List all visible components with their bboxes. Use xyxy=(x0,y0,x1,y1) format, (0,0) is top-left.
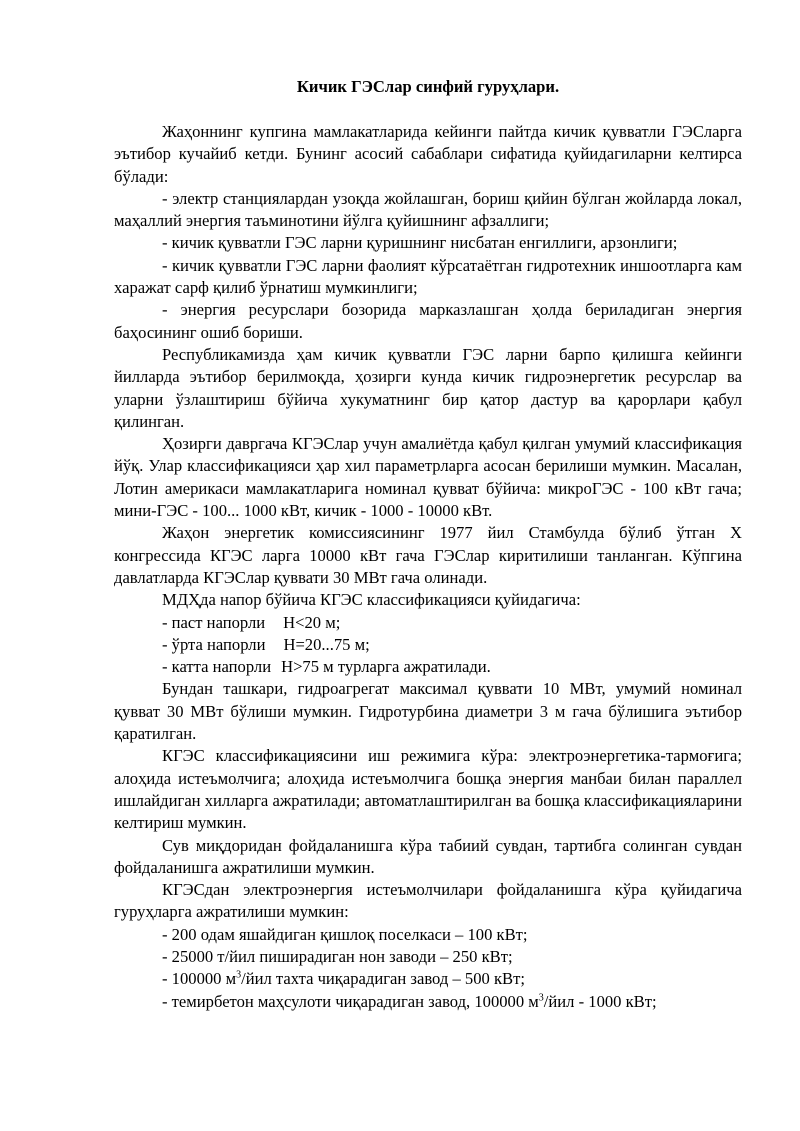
paragraph-reason-4: - энергия ресурслари бозорида марказлашган ҳолда бериладиган энергия баҳосининг ошиб бориши. xyxy=(114,300,742,342)
list-item-text: /йил - 1000 кВт; xyxy=(543,991,657,1011)
list-item-value: Н=20...75 м; xyxy=(283,634,370,654)
paragraph-world-commission: Жаҳон энергетик комиссиясининг 1977 йил Стамбулда бўлиб ўтган Х конгрессида КГЭС ларга 10000 кВт гача ГЭСлар киритилиши танланган. Кўпгина давлатларда КГЭСлар қуввати 30 МВт гача олинади. xyxy=(114,523,742,587)
paragraph-unit-limits: Бундан ташкари, гидроагрегат максимал қуввати 10 МВт, умумий номинал қувват 30 МВт бўлиши мумкин. Гидротурбина диаметри 3 м гача бўлишига эътибор қаратилган. xyxy=(114,679,742,744)
list-item-value: Н<20 м; xyxy=(283,612,341,632)
list-item-label: - паст напорли xyxy=(162,612,266,632)
paragraph-consumers-intro: КГЭСдан электроэнергия истеъмолчилари фойдаланишга кўра қуйидагича гуруҳларга ажратилиши мумкин: xyxy=(114,880,742,922)
list-item-medium-head xyxy=(114,634,742,656)
list-item-concrete-plant xyxy=(114,991,742,1013)
page-title: Кичик ГЭСлар синфий гуруҳлари. xyxy=(296,77,560,96)
list-item-bakery: - 25000 т/йил пиширадиган нон заводи – 250 кВт; xyxy=(162,946,513,966)
paragraph-reason-3: - кичик қувватли ГЭС ларни фаолият кўрсатаётган гидротехник иншоотларга кам харажат сарф қилиб ўрнатиш мумкинлиги; xyxy=(114,255,742,298)
list-item-village: - 200 одам яшайдиган қишлоқ поселкаси – 100 кВт; xyxy=(162,924,528,944)
list-item-label: - катта напорли xyxy=(162,657,272,677)
list-item-value: Н>75 м турларга ажратилади. xyxy=(281,657,491,677)
paragraph-intro: Жаҳоннинг купгина мамлакатларида кейинги пайтда кичик қувватли ГЭСларга эътибор кучайиб кетди. Бунинг асосий сабаблари сифатида қуйидагиларни келтирса бўлади: xyxy=(114,122,742,186)
list-item-label: - ўрта напорли xyxy=(162,634,266,654)
paragraph-operating-mode: КГЭС классификациясини иш режимига кўра: электроэнергетика-тармоғига; алоҳида истеъмолчига; алоҳида истеъмолчига бошқа энергия манбаи билан параллел ишлайдиган хилларга ажратилади; автоматлаштирилган ва бошқа классификацияларини келтириш мумкин. xyxy=(114,746,742,833)
paragraph-republic: Республикамизда ҳам кичик қувватли ГЭС ларни барпо қилишга кейинги йилларда эътибор берилмоқда, ҳозирги кунда кичик гидроэнергетик ресурслар ва уларни ўзлаштириш бўйича хукуматнинг бир қатор дастур ва қарорлари қабул қилинган. xyxy=(114,344,742,431)
document-body xyxy=(114,121,742,1013)
list-item-text: - 100000 м xyxy=(162,969,237,989)
superscript: 3 xyxy=(538,992,544,1004)
paragraph-reason-2: - кичик қувватли ГЭС ларни қуришнинг нисбатан енгиллиги, арзонлиги; xyxy=(162,233,678,253)
paragraph-head-intro: МДҲда напор бўйича КГЭС классификацияси қуйидагича: xyxy=(162,590,581,610)
paragraph-water-use: Сув миқдоридан фойдаланишга кўра табиий сувдан, тартибга солинган сувдан фойдаланишга ажратилиши мумкин. xyxy=(114,835,742,877)
paragraph-classification: Ҳозирги давргача КГЭСлар учун амалиётда қабул қилган умумий классификация йўқ. Улар классификацияси ҳар хил параметрларга асосан берилиши мумкин. Масалан, Лотин америкаси мамлакатларига номинал қувват бўйича: микроГЭС - 100 кВт гача; мини-ГЭС - 100... 1000 кВт, кичик - 1000 - 10000 кВт. xyxy=(114,434,742,521)
paragraph-reason-1: - электр станциялардан узоқда жойлашган, бориш қийин бўлган жойларда локал, маҳаллий энергия таъминотини йўлга қуйишнинг афзаллиги; xyxy=(114,188,742,231)
list-item-low-head xyxy=(114,612,742,634)
superscript: 3 xyxy=(236,969,242,981)
list-item-text: /йил тахта чиқарадиган завод – 500 кВт; xyxy=(241,969,525,989)
list-item-high-head xyxy=(114,656,742,678)
list-item-sawmill xyxy=(114,968,742,990)
list-item-text: - темирбетон маҳсулоти чиқарадиган завод, 100000 м xyxy=(162,991,539,1011)
